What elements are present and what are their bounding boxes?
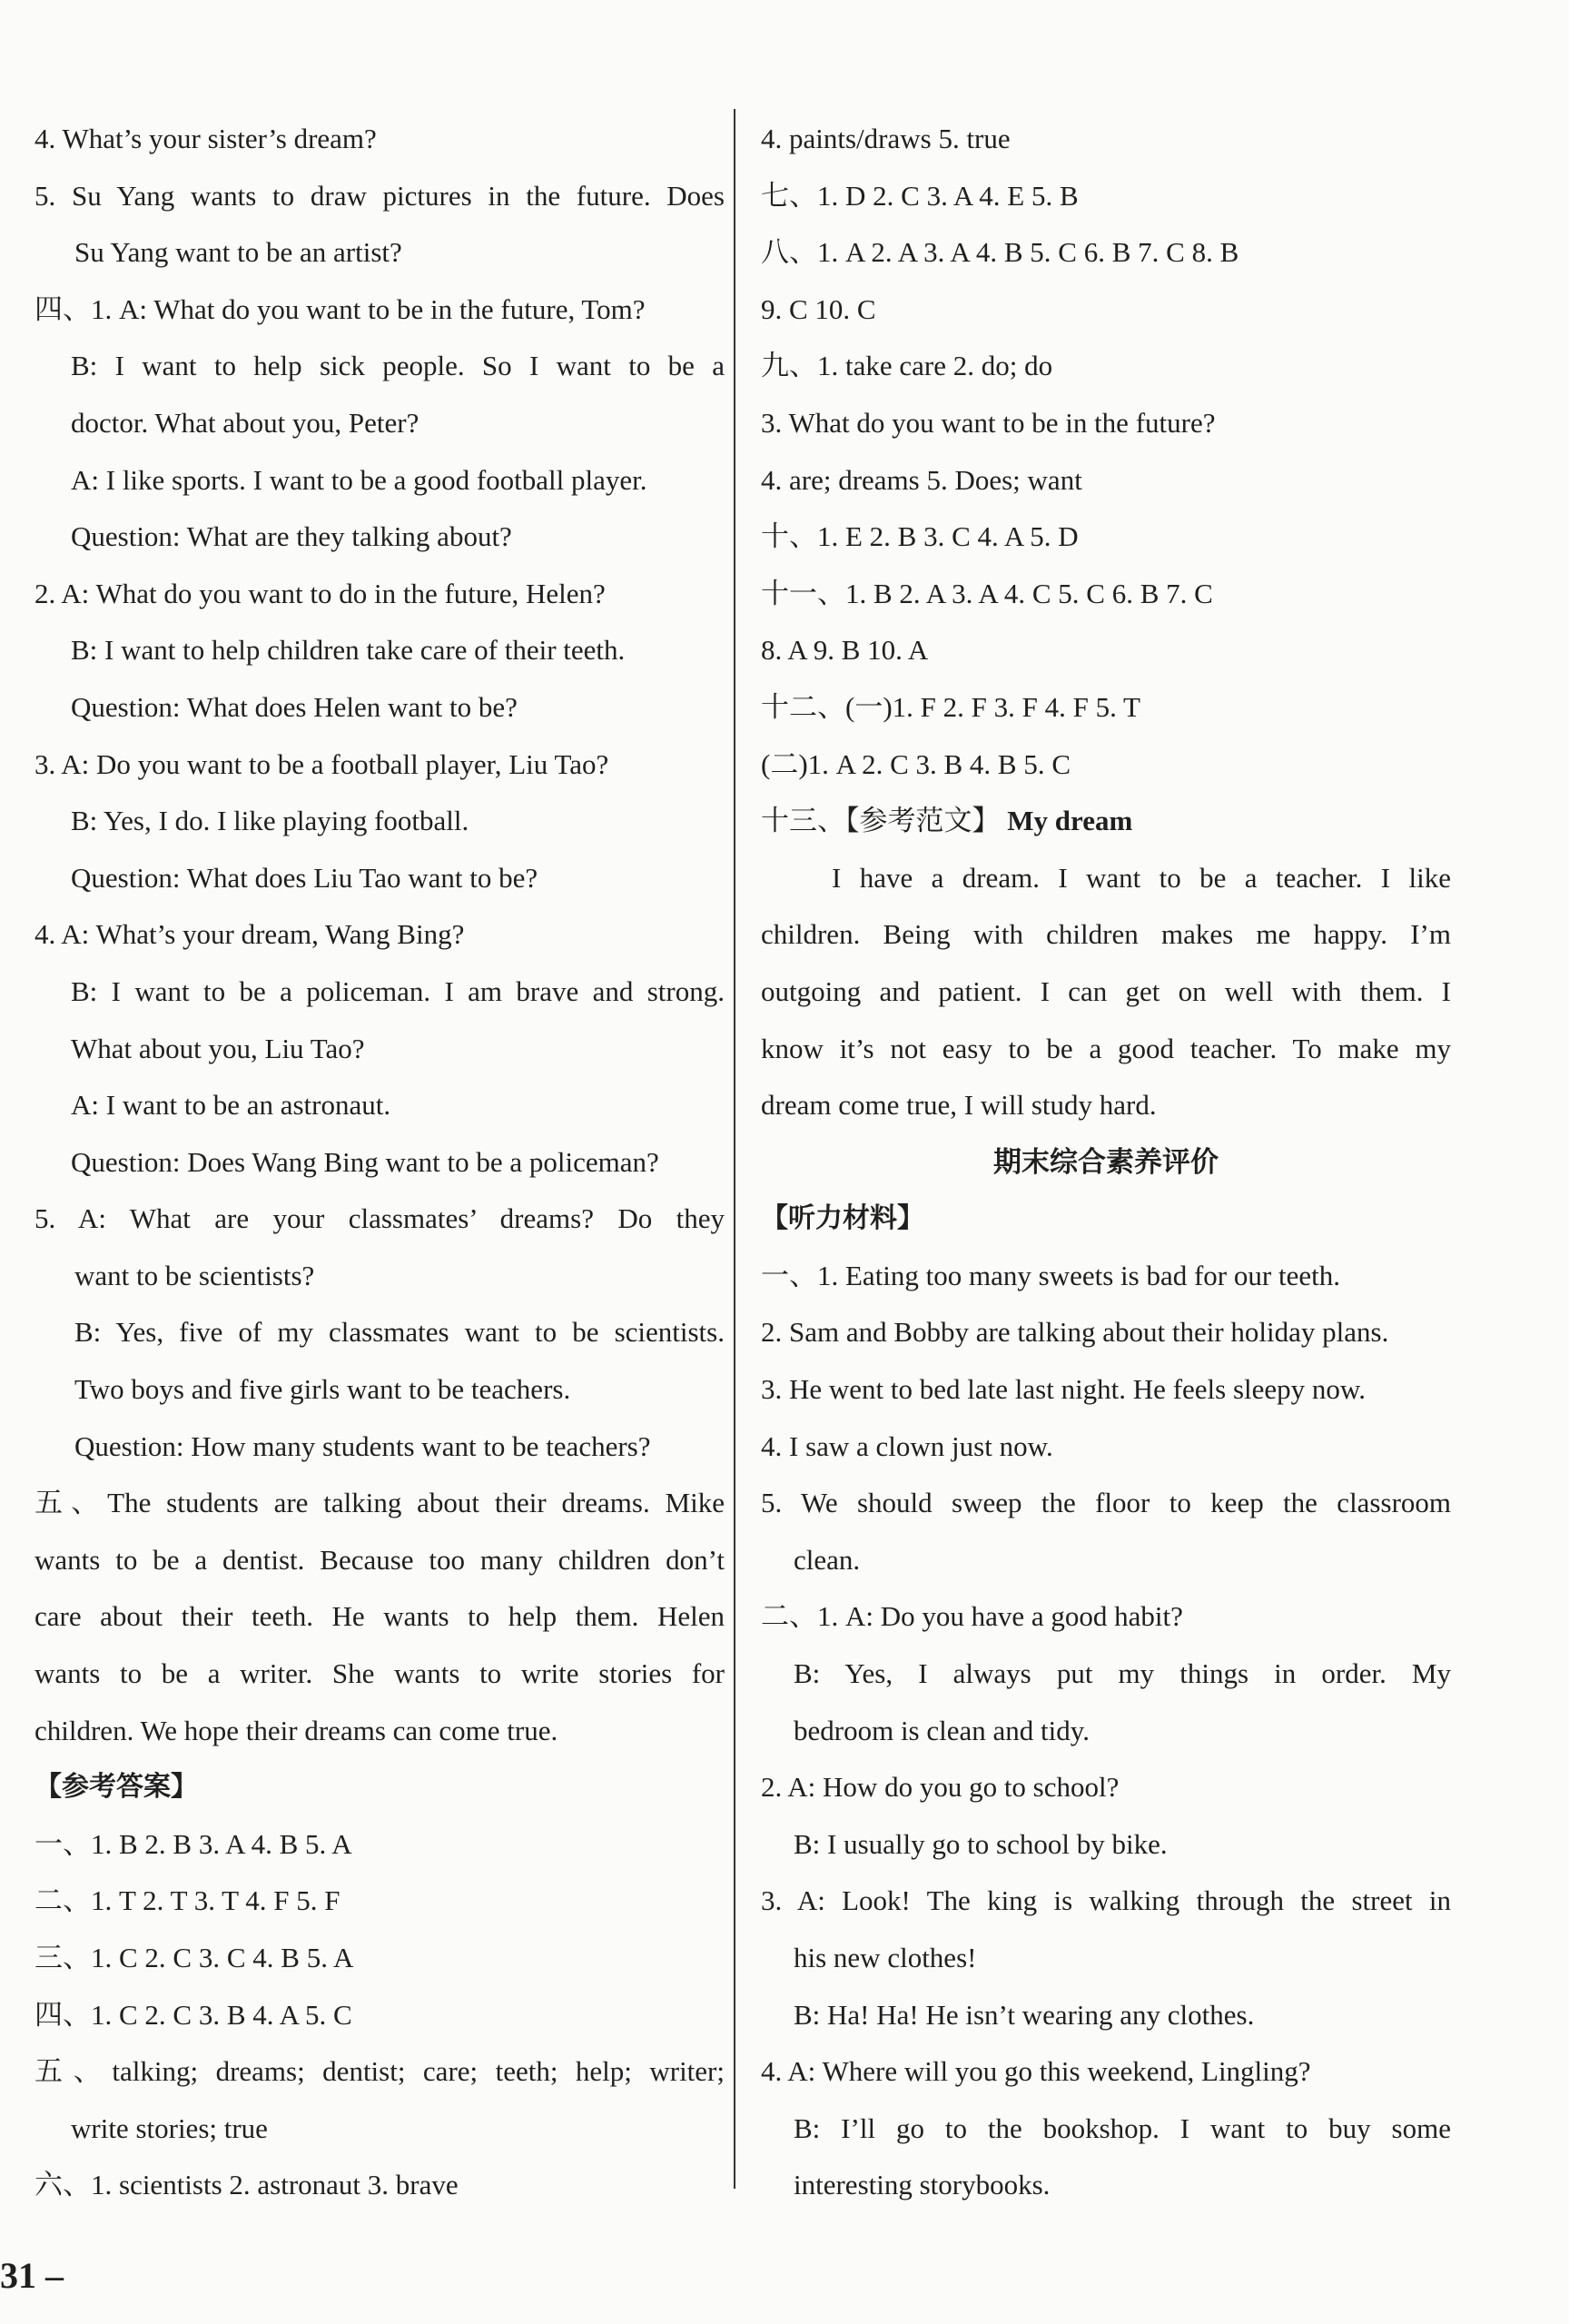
answer-line: 3. What do you want to be in the future? [761,406,1216,439]
right-column [761,111,1451,2214]
answer-line: 六、1. scientists 2. astronaut 3. brave [35,2169,459,2201]
answer-line: 三、1. C 2. C 3. C 4. B 5. A [35,1942,354,1973]
text-line: A: I want to be an astronaut. [71,1089,391,1122]
text-line: B: Ha! Ha! He isn’t wearing any clothes. [794,1998,1255,2031]
column-divider [734,109,735,2189]
text-line: wants to be a dentist. Because too many children don’t [35,1543,725,1576]
text-line: bedroom is clean and tidy. [794,1714,1090,1746]
section-heading: 【参考答案】 [35,1771,198,1804]
answer-line: 二、1. T 2. T 3. T 4. F 5. F [35,1884,340,1917]
text-line: 2. A: What do you want to do in the future, Helen? [35,577,606,609]
text-line: B: I want to help sick people. So I want to be a [71,350,725,382]
text-line: 二、1. A: Do you have a good habit? [761,1600,1183,1633]
answer-line: 九、1. take care 2. do; do [761,350,1053,382]
answer-line: (二)1. A 2. C 3. B 4. B 5. C [761,747,1071,780]
text-line: Question: How many students want to be teachers? [74,1429,651,1462]
text-line: 5. A: What are your classmates’ dreams? Do they [35,1202,725,1235]
text-line: B: Yes, I always put my things in order. My [794,1657,1451,1690]
section-heading: 【听力材料】 [761,1202,924,1235]
text-line: his new clothes! [794,1942,977,1973]
text-line: Question: What are they talking about? [71,520,512,553]
answer-line: 一、1. B 2. B 3. A 4. B 5. A [35,1827,352,1860]
text-line: Su Yang want to be an artist? [74,236,402,269]
answer-line: 十一、1. B 2. A 3. A 4. C 5. C 6. B 7. C [761,577,1213,609]
text-line: 4. I saw a clown just now. [761,1429,1053,1462]
text-line: 5. Su Yang wants to draw pictures in the future. Does [35,179,725,212]
answer-line: 4. paints/draws 5. true [761,123,1011,154]
text-line: 五、The students are talking about their dreams. Mike [35,1487,725,1519]
essay-line: dream come true, I will study hard. [761,1089,1157,1122]
answer-line: 五、talking; dreams; dentist; care; teeth; help; writer; [35,2055,725,2088]
text-line: 4. A: What’s your dream, Wang Bing? [35,918,465,951]
text-line: Question: What does Helen want to be? [71,690,518,723]
essay-line: I have a dream. I want to be a teacher. I like [832,861,1451,894]
text-line: 3. A: Do you want to be a football player, Liu Tao? [35,747,609,780]
text-line: B: I want to be a policeman. I am brave and strong. [71,974,725,1007]
essay-line: outgoing and patient. I can get on well with them. I [761,974,1451,1007]
answer-line: 十二、(一)1. F 2. F 3. F 4. F 5. T [761,690,1140,723]
text-line: Question: What does Liu Tao want to be? [71,861,538,894]
page-number: 31 – [0,2255,64,2296]
text-line: B: I usually go to school by bike. [794,1827,1168,1860]
answer-line: 8. A 9. B 10. A [761,634,929,667]
answer-line: 4. are; dreams 5. Does; want [761,463,1082,496]
text-line: want to be scientists? [74,1259,315,1291]
essay-line: children. Being with children makes me happy. I’m [761,918,1451,951]
text-line: B: Yes, five of my classmates want to be scientists. [74,1316,725,1349]
text-line: 4. A: Where will you go this weekend, Lingling? [761,2055,1311,2088]
answer-line: 9. C 10. C [761,292,876,325]
text-line: Two boys and five girls want to be teachers. [74,1373,571,1406]
left-column [35,111,725,2214]
essay-line: know it’s not easy to be a good teacher. To make my [761,1032,1451,1064]
essay-label: 十三、【参考范文】 [761,805,1001,837]
section-title: 期末综合素养评价 [993,1145,1219,1179]
answer-line: write stories; true [71,2111,268,2144]
text-line: 四、1. A: What do you want to be in the future, Tom? [35,292,646,325]
text-line: 3. A: Look! The king is walking through the street in [761,1884,1451,1917]
text-line: A: I like sports. I want to be a good football player. [71,463,647,496]
answer-line: 七、1. D 2. C 3. A 4. E 5. B [761,179,1079,212]
text-line: Question: Does Wang Bing want to be a policeman? [71,1145,659,1178]
text-line: care about their teeth. He wants to help them. Helen [35,1600,725,1633]
text-line: 3. He went to bed late last night. He feels sleepy now. [761,1373,1367,1406]
text-line: clean. [794,1543,861,1576]
answer-line: 八、1. A 2. A 3. A 4. B 5. C 6. B 7. C 8. B [761,236,1239,269]
text-line: 4. What’s your sister’s dream? [35,123,377,154]
text-line: B: Yes, I do. I like playing football. [71,805,469,837]
text-line: 2. A: How do you go to school? [761,1771,1120,1804]
text-line: wants to be a writer. She wants to write stories for [35,1657,725,1690]
text-line: 5. We should sweep the floor to keep the classroom [761,1487,1451,1519]
text-line: children. We hope their dreams can come true. [35,1714,558,1746]
text-line: B: I want to help children take care of their teeth. [71,634,626,667]
essay-heading [761,793,1451,850]
text-line: doctor. What about you, Peter? [71,406,419,439]
text-line: interesting storybooks. [794,2169,1051,2201]
text-line: B: I’ll go to the bookshop. I want to buy some [794,2111,1451,2144]
text-line: What about you, Liu Tao? [71,1032,365,1064]
answer-line: 四、1. C 2. C 3. B 4. A 5. C [35,1998,352,2031]
essay-title: My dream [1007,805,1133,837]
text-line: 一、1. Eating too many sweets is bad for our teeth. [761,1259,1340,1291]
text-line: 2. Sam and Bobby are talking about their holiday plans. [761,1316,1389,1349]
answer-line: 十、1. E 2. B 3. C 4. A 5. D [761,520,1079,553]
